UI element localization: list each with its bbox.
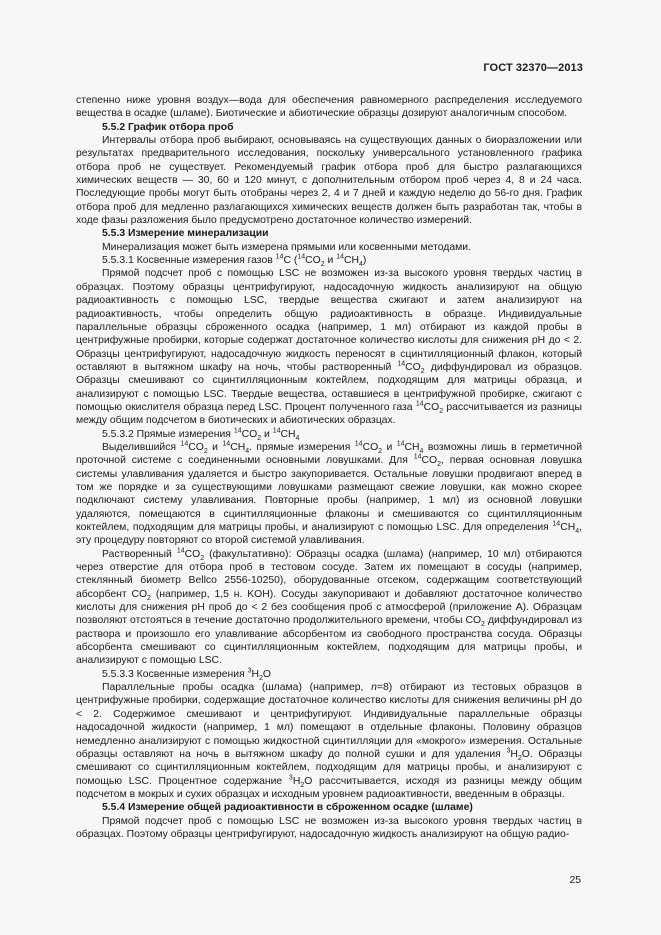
paragraph-direct-measurement: Выделившийся $^{14}CO_2$ и $^{14}CH_4$. прямые измерения $^{14}CO_2$ и $^{14}CH_4$ возможны лишь в герметичной проточной системе с соединенными основными ловушками. Для $^{14}CO_2$, первая основная ловушка системы улавливания удаляется и быстро закупоривается. Остальные ловушки продвигают вперед в том же порядке и за существующими ловушками размещают свежие ловушки, как можно скорее подключают систему улавливания. Повторные пробы (например, 1 мл) из основной ловушки удаляются, помещаются в сцинтилляционные флаконы и смешиваются со сцинтилляционным коктейлем, подходящим для матрицы пробы, и анализируют с помощью LSC. Для определения $^{14}CH_4$, эту процедуру повторяют со второй системой улавливания. — [76, 440, 583, 547]
paragraph-mineralization: Минерализация может быть измерена прямыми или косвенными методами. — [102, 241, 471, 253]
paragraph: степенно ниже уровня воздух—вода для обеспечения равномерного распределения исследуемого вещества в осадке (шламе). Биотические и абиотические образцы дозируют аналогичным способом. — [76, 95, 582, 120]
section-heading-5-5-3: 5.5.3 Измерение минерализации — [102, 228, 269, 240]
paragraph-dissolved-co2: Растворенный $^{14}CO_2$ (факультативно): Образцы осадка (шлама) (например, 10 мл) отбираются через отверстие для отбора проб в тестовом сосуде. Затем их помещают в сосуды (например, стеклянный биометр Bellco 2556-10250), оборудованные отсеком, содержащим соответствующий абсорбент $CO_2$ (например, 1,5 н. KOH). Сосуды закупоривают и добавляют достаточное количество кислоты для снижения pH проб до < 2 без сообщения проб с атмосферой (приложение А). Образцам позволяют отстояться в течение достаточно продолжительного времени, чтобы $CO_2$ диффундировал из раствора и произошло его улавливание абсорбентом из свободного пространства сосуда. Образцы абсорбента смешивают со сцинтилляционным коктейлем, подходящим для матрицы пробы, и анализируют с помощью LSC. — [76, 547, 582, 667]
page-body — [76, 94, 582, 841]
subsection-heading-5-5-3-2: 5.5.3.2 Прямые измерения $^{14}CO_2$ и $^{14}CH_4$ — [102, 427, 300, 442]
subsection-heading-5-5-3-1: 5.5.3.1 Косвенные измерения газов $^{14}$C ($^{14}CO_2$ и $^{14}CH_4$) — [102, 253, 367, 269]
document-code: ГОСТ 32370—2013 — [483, 62, 583, 74]
page-number: 25 — [569, 875, 581, 886]
paragraph-sampling-schedule: Интервалы отбора проб выбирают, основываясь на существующих данных о биоразложении или результатах предварительного исследования, поскольку универсального установленного графика отбора проб не существует. Рекомендуемый график отбора проб для быстро разлагающихся химических веществ — 30, 60 и 120 минут, с дополнительным отбором проб через 4, 8 и 24 часа. Последующие пробы могут быть отобраны через 2, 4 и 7 дней и каждую неделю до 56-го дня. График отбора проб для медленно разлагающихся химических веществ должен быть разработан так, чтобы в ходе фазы разложения было предусмотрено достаточное количество измерений. — [76, 135, 582, 227]
subsection-heading-5-5-3-3: 5.5.3.3 Косвенные измерения $^3H_2O$ — [102, 667, 272, 682]
section-heading-5-5-2: 5.5.2 График отбора проб — [102, 121, 234, 133]
paragraph-indirect-h2o-measurement: Параллельные пробы осадка (шлама) (например, n=8) отбирают из тестовых образцов в центрифужные пробирки, содержащие достаточное количество кислоты для снижения величины pH до < 2. Содержимое смешивают и центрифугируют. Индивидуальные параллельные образцы надосадочной жидкости (например, 1 мл) помещают в отдельные флаконы. Половину образцов немедленно анализируют с помощью жидкостной сцинтилляции для «мокрого» измерения. Остальные образцы оставляют на ночь в вытяжном шкафу до полной сушки и для удаления $^3H_2O$. Образцы смешивают со сцинтилляционным коктейлем, подходящим для матрицы пробы, и анализируют с помощью LSC. Процентное содержание $^3H_2O$ рассчитывается, исходя из разницы между общим подсчетом в мокрых и сухих образцах и исходным уровнем радиоактивности, введенным в образцы. — [76, 682, 583, 800]
section-heading-5-5-4: 5.5.4 Измерение общей радиоактивности в сброженном осадке (шламе) — [102, 802, 473, 814]
paragraph-total-radioactivity: Прямой подсчет проб с помощью LSC не возможен из-за высокого уровня твердых частиц в образцах. Поэтому образцы центрифугируют, надосадочную жидкость анализируют на общую радио- — [76, 815, 582, 840]
paragraph-indirect-gas-measurement: Прямой подсчет проб с помощью LSC не возможен из-за высокого уровня твердых частиц в образцах. Поэтому образцы центрифугируют, надосадочную жидкость анализируют на общую радиоактивность с помощью LSC, твердые вещества сжигают и затем анализируют на радиоактивность, чтобы определить общую радиоактивность в образце. Индивидуальные параллельные образцы сброженного осадка (например, 1 мл) отбирают из каждой пробы в центрифужные пробирки, которые содержат достаточное количество кислоты для снижения pH до < 2. Образцы центрифугируют, надосадочную жидкость переносят в сцинтилляционный флакон, который оставляют в вытяжном шкафу на ночь, чтобы растворенный $^{14}CO_2$ диффундировал из образцов. Образцы смешивают со сцинтилляционным коктейлем, подходящим для матрицы образца, и анализируют с помощью LSC. Твердые вещества, оставшиеся в центрифужной пробирке, сжигают с помощью окислителя образца перед LSC. Процент полученного газа $^{14}CO_2$ рассчитывается из разницы между общим подсчетом в биотических и абиотических образцах. — [76, 268, 582, 427]
